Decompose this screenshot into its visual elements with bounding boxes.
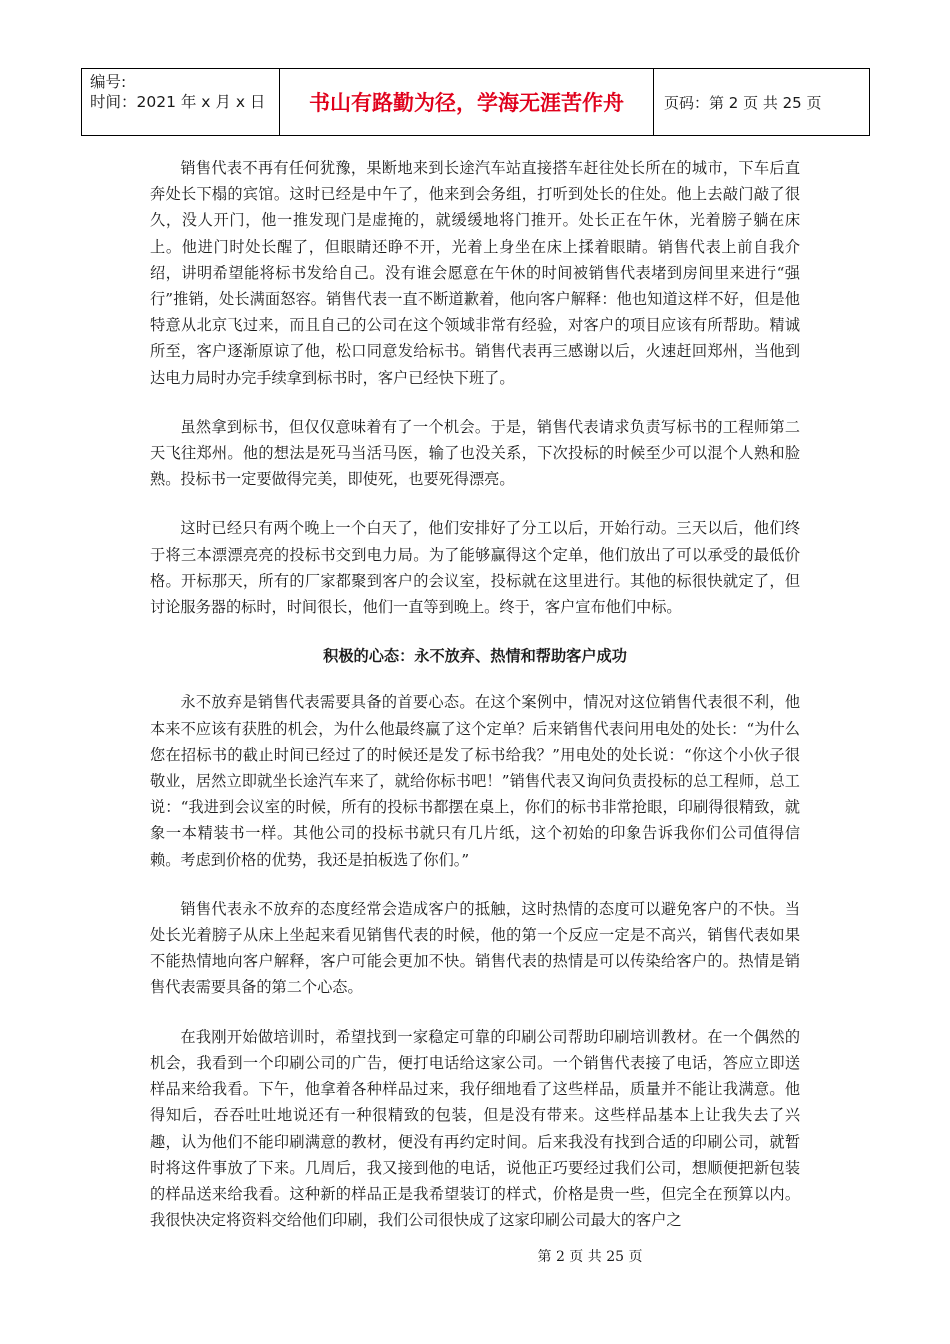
page-footer: 第 2 页 共 25 页 xyxy=(537,1249,643,1265)
paragraph: 销售代表永不放弃的态度经常会造成客户的抵触，这时热情的态度可以避免客户的不快。当处长光着膀子从床上坐起来看见销售代表的时候，他的第一个反应一定是不高兴，销售代表如果不能热情地向客户解释，客户可能会更加不快。销售代表的热情是可以传染给客户的。热情是销售代表需要具备的第二个心态。 xyxy=(150,899,800,997)
header-motto: 书山有路勤为径，学海无涯苦作舟 xyxy=(280,69,654,135)
paragraph: 这时已经只有两个晚上一个白天了，他们安排好了分工以后，开始行动。三天以后，他们终于将三本漂漂亮亮的投标书交到电力局。为了能够赢得这个定单，他们放出了可以承受的最低价格。开标那天，所有的厂家都聚到客户的会议室，投标就在这里进行。其他的标很快就定了，但讨论服务器的标时，时间很长，他们一直等到晚上。终于，客户宣布他们中标。 xyxy=(150,519,800,617)
paragraph: 永不放弃是销售代表需要具备的首要心态。在这个案例中，情况对这位销售代表很不利，他本来不应该有获胜的机会，为什么他最终赢了这个定单？后来销售代表问用电处的处长：“为什么您在招标书的截止时间已经过了的时候还是发了标书给我？”用电处的处长说：“你这个小伙子很敬业，居然立即就坐长途汽车来了，就给你标书吧！”销售代表又询问负责投标的总工程师，总工说：“我进到会议室的时候，所有的投标书都摆在桌上，你们的标书非常抢眼，印刷得很精致，就象一本精装书一样。其他公司的投标书就只有几片纸，这个初始的印象告诉我你们公司值得信赖。考虑到价格的优势，我还是拍板选了你们。” xyxy=(150,693,800,869)
number-label: 编号: xyxy=(90,73,127,91)
paragraph: 销售代表不再有任何犹豫，果断地来到长途汽车站直接搭车赶往处长所在的城市，下车后直奔处长下榻的宾馆。这时已经是中午了，他来到会务组，打听到处长的住处。他上去敲门敲了很久，没人开门，他一推发现门是虚掩的，就缓缓地将门推开。处长正在午休，光着膀子躺在床上。他进门时处长醒了，但眼睛还睁不开，光着上身坐在床上揉着眼睛。销售代表上前自我介绍，讲明希望能将标书发给自己。没有谁会愿意在午休的时间被销售代表堵到房间里来进行“强行”推销，处长满面怒容。销售代表一直不断道歉着，他向客户解释：他也知道这样不好，但是他特意从北京飞过来，而且自己的公司在这个领域非常有经验，对客户的项目应该有所帮助。精诚所至，客户逐渐原谅了他，松口同意发给标书。销售代表再三感谢以后，火速赶回郑州，当他到达电力局时办完手续拿到标书时，客户已经快下班了。 xyxy=(150,159,800,387)
time-label: 时间：2021 年 x 月 x 日 xyxy=(90,93,266,111)
header-meta xyxy=(82,69,280,135)
paragraph: 虽然拿到标书，但仅仅意味着有了一个机会。于是，销售代表请求负责写标书的工程师第二天飞往郑州。他的想法是死马当活马医，输了也没关系，下次投标的时候至少可以混个人熟和脸熟。投标书一定要做得完美，即使死，也要死得漂亮。 xyxy=(150,417,800,489)
document-body xyxy=(150,155,800,1256)
section-title: 积极的心态：永不放弃、热情和帮助客户成功 xyxy=(323,647,627,666)
header-page-info: 页码：第 2 页 共 25 页 xyxy=(664,93,822,112)
paragraph: 在我刚开始做培训时，希望找到一家稳定可靠的印刷公司帮助印刷培训教材。在一个偶然的机会，我看到一个印刷公司的广告，便打电话给这家公司。一个销售代表接了电话，答应立即送样品来给我看。下午，他拿着各种样品过来，我仔细地看了这些样品，质量并不能让我满意。他得知后，吞吞吐吐地说还有一种很精致的包装，但是没有带来。这些样品基本上让我失去了兴趣，认为他们不能印刷满意的教材，便没有再约定时间。后来我没有找到合适的印刷公司，就暂时将这件事放了下来。几周后，我又接到他的电话，说他正巧要经过我们公司，想顺便把新包装的样品送来给我看。这种新的样品正是我希望装订的样式，价格是贵一些，但完全在预算以内。我很快决定将资料交给他们印刷，我们公司很快成了这家印刷公司最大的客户之 xyxy=(150,1027,800,1230)
page-header xyxy=(81,68,870,136)
